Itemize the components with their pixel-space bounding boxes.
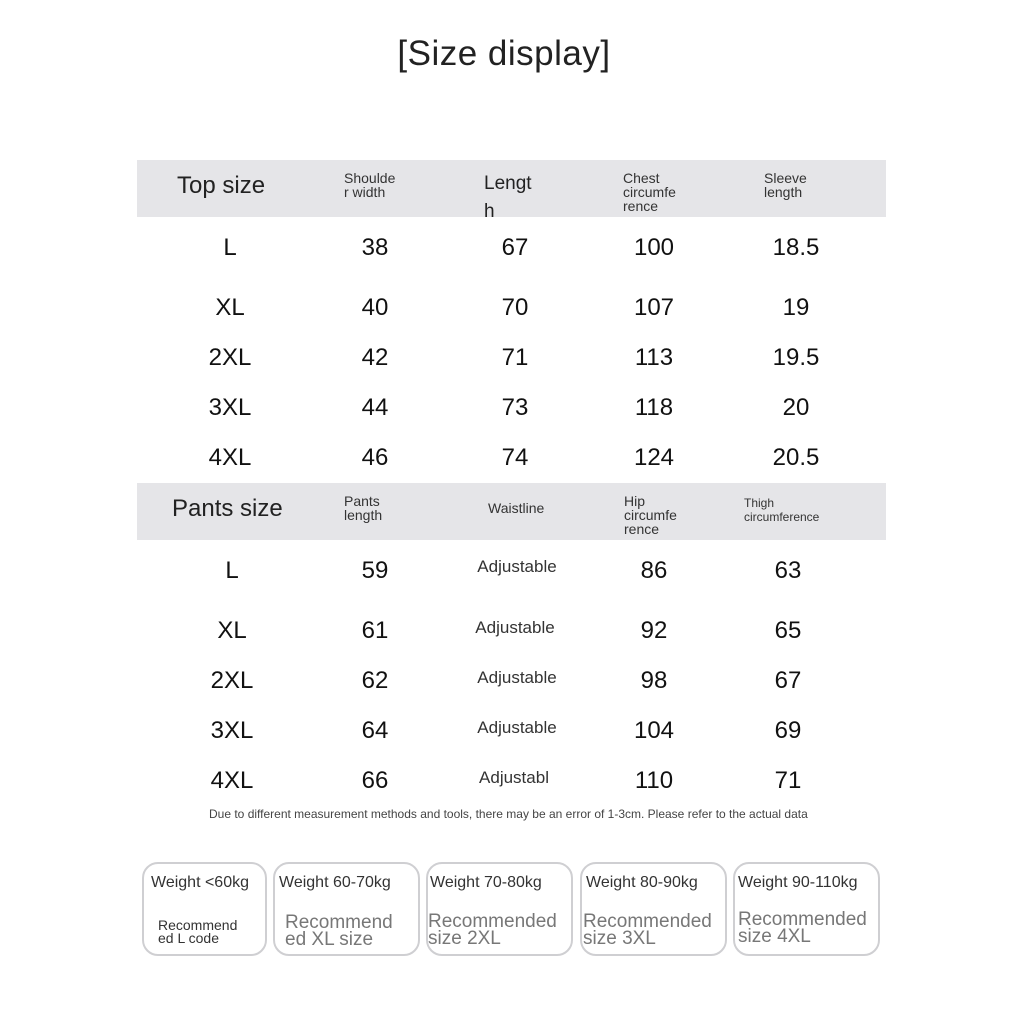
pants-row-1-length: 59 xyxy=(361,557,389,584)
chest-circumference-header: Chest circumfe rence xyxy=(623,170,676,214)
top-row-3-size: 2XL xyxy=(208,344,252,371)
top-row-1-sleeve: 18.5 xyxy=(772,234,820,261)
recommended-size-label: Recommend ed XL size xyxy=(285,912,393,950)
pants-row-3-thigh: 67 xyxy=(774,667,802,694)
pants-row-1-hip: 86 xyxy=(640,557,668,584)
pants-row-4-hip: 104 xyxy=(633,717,675,744)
top-row-1-shoulder: 38 xyxy=(361,234,389,261)
top-row-3-length: 71 xyxy=(501,344,529,371)
top-row-4-sleeve: 20 xyxy=(782,394,810,421)
pants-row-3-length: 62 xyxy=(361,667,389,694)
top-row-4-size: 3XL xyxy=(208,394,252,421)
pants-row-5-length: 66 xyxy=(361,767,389,794)
top-row-1-chest: 100 xyxy=(633,234,675,261)
pants-row-2-hip: 92 xyxy=(640,617,668,644)
top-row-1-length: 67 xyxy=(501,234,529,261)
thigh-circumference-header: Thigh circumference xyxy=(744,496,820,524)
pants-row-4-size: 3XL xyxy=(210,717,254,744)
pants-row-2-size: XL xyxy=(217,617,247,644)
top-row-2-chest: 107 xyxy=(633,294,675,321)
pants-row-4-thigh: 69 xyxy=(774,717,802,744)
recommended-size-label: Recommended size 3XL xyxy=(583,911,712,949)
top-row-4-length: 73 xyxy=(501,394,529,421)
recommendation-card-3 xyxy=(426,862,573,956)
recommendation-card-5 xyxy=(733,862,880,956)
sleeve-length-header: Sleeve length xyxy=(764,170,807,200)
pants-row-5-hip: 110 xyxy=(634,767,674,794)
recommendation-card-2 xyxy=(273,862,420,956)
recommended-size-label: Recommended size 4XL xyxy=(738,909,867,947)
weight-label: Weight 70-80kg xyxy=(430,874,542,891)
top-row-2-shoulder: 40 xyxy=(361,294,389,321)
hip-circumference-header: Hip circumfe rence xyxy=(624,493,677,537)
top-row-5-shoulder: 46 xyxy=(361,444,389,471)
pants-size-header: Pants size xyxy=(172,495,283,522)
pants-row-4-waist: Adjustable xyxy=(477,718,557,737)
recommendation-card-4 xyxy=(580,862,727,956)
top-row-4-shoulder: 44 xyxy=(361,394,389,421)
pants-row-1-size: L xyxy=(225,557,239,584)
pants-row-2-length: 61 xyxy=(361,617,389,644)
recommended-size-label: Recommend ed L code xyxy=(158,917,238,946)
top-row-5-size: 4XL xyxy=(208,444,252,471)
shoulder-width-header: Shoulde r width xyxy=(344,170,396,200)
top-row-5-sleeve: 20.5 xyxy=(772,444,820,471)
pants-row-3-size: 2XL xyxy=(210,667,254,694)
weight-label: Weight 90-110kg xyxy=(738,874,858,891)
pants-row-5-size: 4XL xyxy=(210,767,254,794)
pants-row-2-thigh: 65 xyxy=(774,617,802,644)
pants-row-3-hip: 98 xyxy=(640,667,668,694)
top-row-5-length: 74 xyxy=(501,444,529,471)
pants-row-5-thigh: 71 xyxy=(774,767,802,794)
recommendation-card-1 xyxy=(142,862,267,956)
pants-row-3-waist: Adjustable xyxy=(477,668,557,687)
top-row-1-size: L xyxy=(223,234,237,261)
top-row-3-chest: 113 xyxy=(634,344,674,371)
top-row-5-chest: 124 xyxy=(633,444,675,471)
page-title: [Size display] xyxy=(397,34,611,73)
waistline-header: Waistline xyxy=(488,500,545,516)
pants-row-5-waist: Adjustabl xyxy=(479,768,549,787)
top-row-3-sleeve: 19.5 xyxy=(772,344,820,371)
top-row-2-size: XL xyxy=(215,294,245,321)
top-row-3-shoulder: 42 xyxy=(361,344,389,371)
length-header: Lengt h xyxy=(484,173,532,222)
weight-label: Weight 60-70kg xyxy=(279,874,391,891)
pants-row-1-thigh: 63 xyxy=(774,557,802,584)
pants-row-1-waist: Adjustable xyxy=(477,557,557,576)
pants-row-2-waist: Adjustable xyxy=(475,618,555,637)
top-size-header: Top size xyxy=(177,172,266,199)
measurement-note: Due to different measurement methods and tools, there may be an error of 1-3cm. Please refer to the actual data xyxy=(209,807,808,821)
pants-row-4-length: 64 xyxy=(361,717,389,744)
recommended-size-label: Recommended size 2XL xyxy=(428,911,557,949)
top-row-4-chest: 118 xyxy=(634,394,674,421)
weight-label: Weight <60kg xyxy=(151,874,249,891)
top-row-2-sleeve: 19 xyxy=(782,294,810,321)
pants-length-header: Pants length xyxy=(344,493,383,523)
top-row-2-length: 70 xyxy=(501,294,529,321)
weight-label: Weight 80-90kg xyxy=(586,874,698,891)
